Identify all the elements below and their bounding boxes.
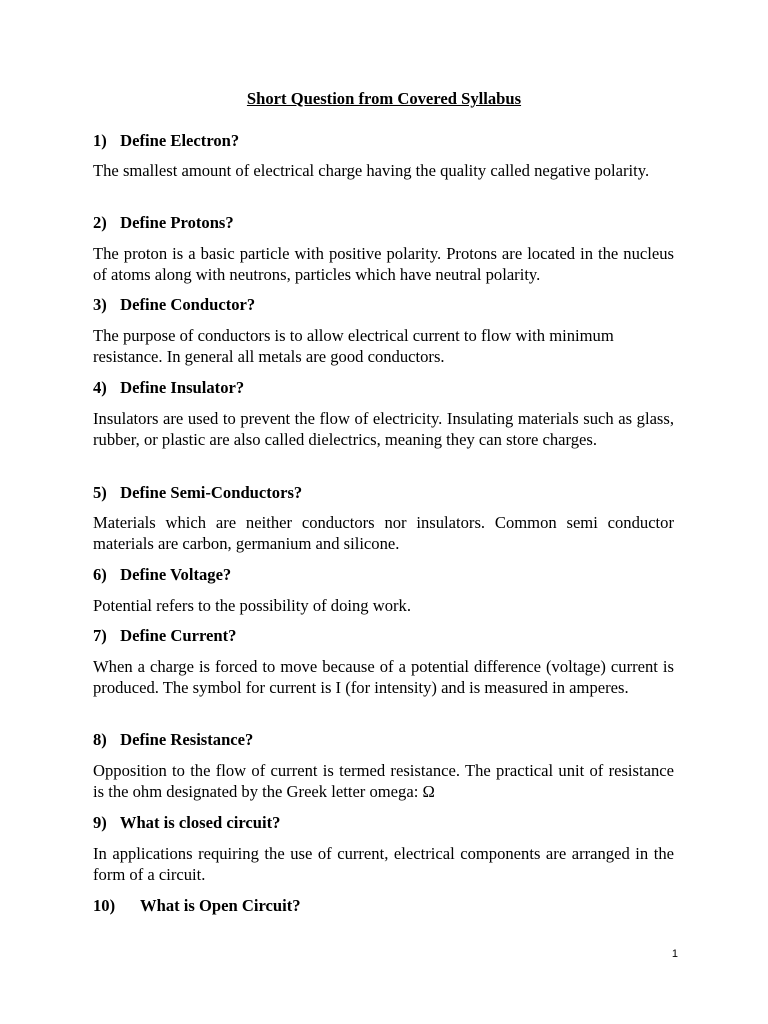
question-10 (93, 895, 675, 916)
question-number: 4) (93, 378, 107, 397)
question-8 (93, 729, 675, 750)
answer-5: Materials which are neither conductors nor insulators. Common semi conductor materials are carbon, germanium and silicone. (93, 513, 674, 553)
question-5 (93, 482, 675, 503)
question-number: 2) (93, 213, 107, 232)
question-number: 3) (93, 295, 107, 314)
question-number: 1) (93, 131, 107, 150)
answer-9: In applications requiring the use of current, electrical components are arranged in the form of a circuit. (93, 844, 674, 884)
answer-8: Opposition to the flow of current is termed resistance. The practical unit of resistance is the ohm designated by the Greek letter omega: Ω (93, 761, 674, 801)
page-number: 1 (671, 948, 678, 960)
answer-3: The purpose of conductors is to allow electrical current to flow with minimum resistance. In general all metals are good conductors. (93, 326, 614, 366)
question-number: 5) (93, 483, 107, 502)
answer-4: Insulators are used to prevent the flow of electricity. Insulating materials such as glass, rubber, or plastic are also called dielectrics, meaning they can store charges. (93, 409, 674, 449)
question-4 (93, 377, 675, 398)
question-2 (93, 212, 675, 233)
question-number: 8) (93, 730, 107, 749)
question-text: Define Current? (120, 626, 237, 645)
question-text: Define Resistance? (120, 730, 254, 749)
question-1 (93, 130, 675, 151)
question-text: What is closed circuit? (119, 813, 281, 832)
question-number: 6) (93, 565, 107, 584)
answer-7: When a charge is forced to move because of a potential difference (voltage) current is produced. The symbol for current is I (for intensity) and is measured in amperes. (93, 657, 674, 697)
question-text: Define Insulator? (120, 378, 245, 397)
document-title: Short Question from Covered Syllabus (246, 89, 522, 108)
question-text: Define Protons? (120, 213, 234, 232)
answer-1: The smallest amount of electrical charge having the quality called negative polarity. (93, 161, 650, 180)
question-text: Define Conductor? (120, 295, 256, 314)
question-9 (93, 812, 675, 833)
question-6 (93, 564, 675, 585)
question-text: Define Voltage? (120, 565, 232, 584)
question-7 (93, 625, 675, 646)
question-3 (93, 294, 675, 315)
question-number: 9) (93, 813, 107, 832)
question-text: Define Semi-Conductors? (120, 483, 303, 502)
question-number: 7) (93, 626, 107, 645)
answer-2: The proton is a basic particle with positive polarity. Protons are located in the nucleus of atoms along with neutrons, particles which have neutral polarity. (93, 244, 674, 284)
question-text: Define Electron? (120, 131, 240, 150)
answer-6: Potential refers to the possibility of doing work. (93, 596, 412, 615)
question-number: 10) (93, 896, 116, 915)
question-text: What is Open Circuit? (140, 896, 301, 915)
